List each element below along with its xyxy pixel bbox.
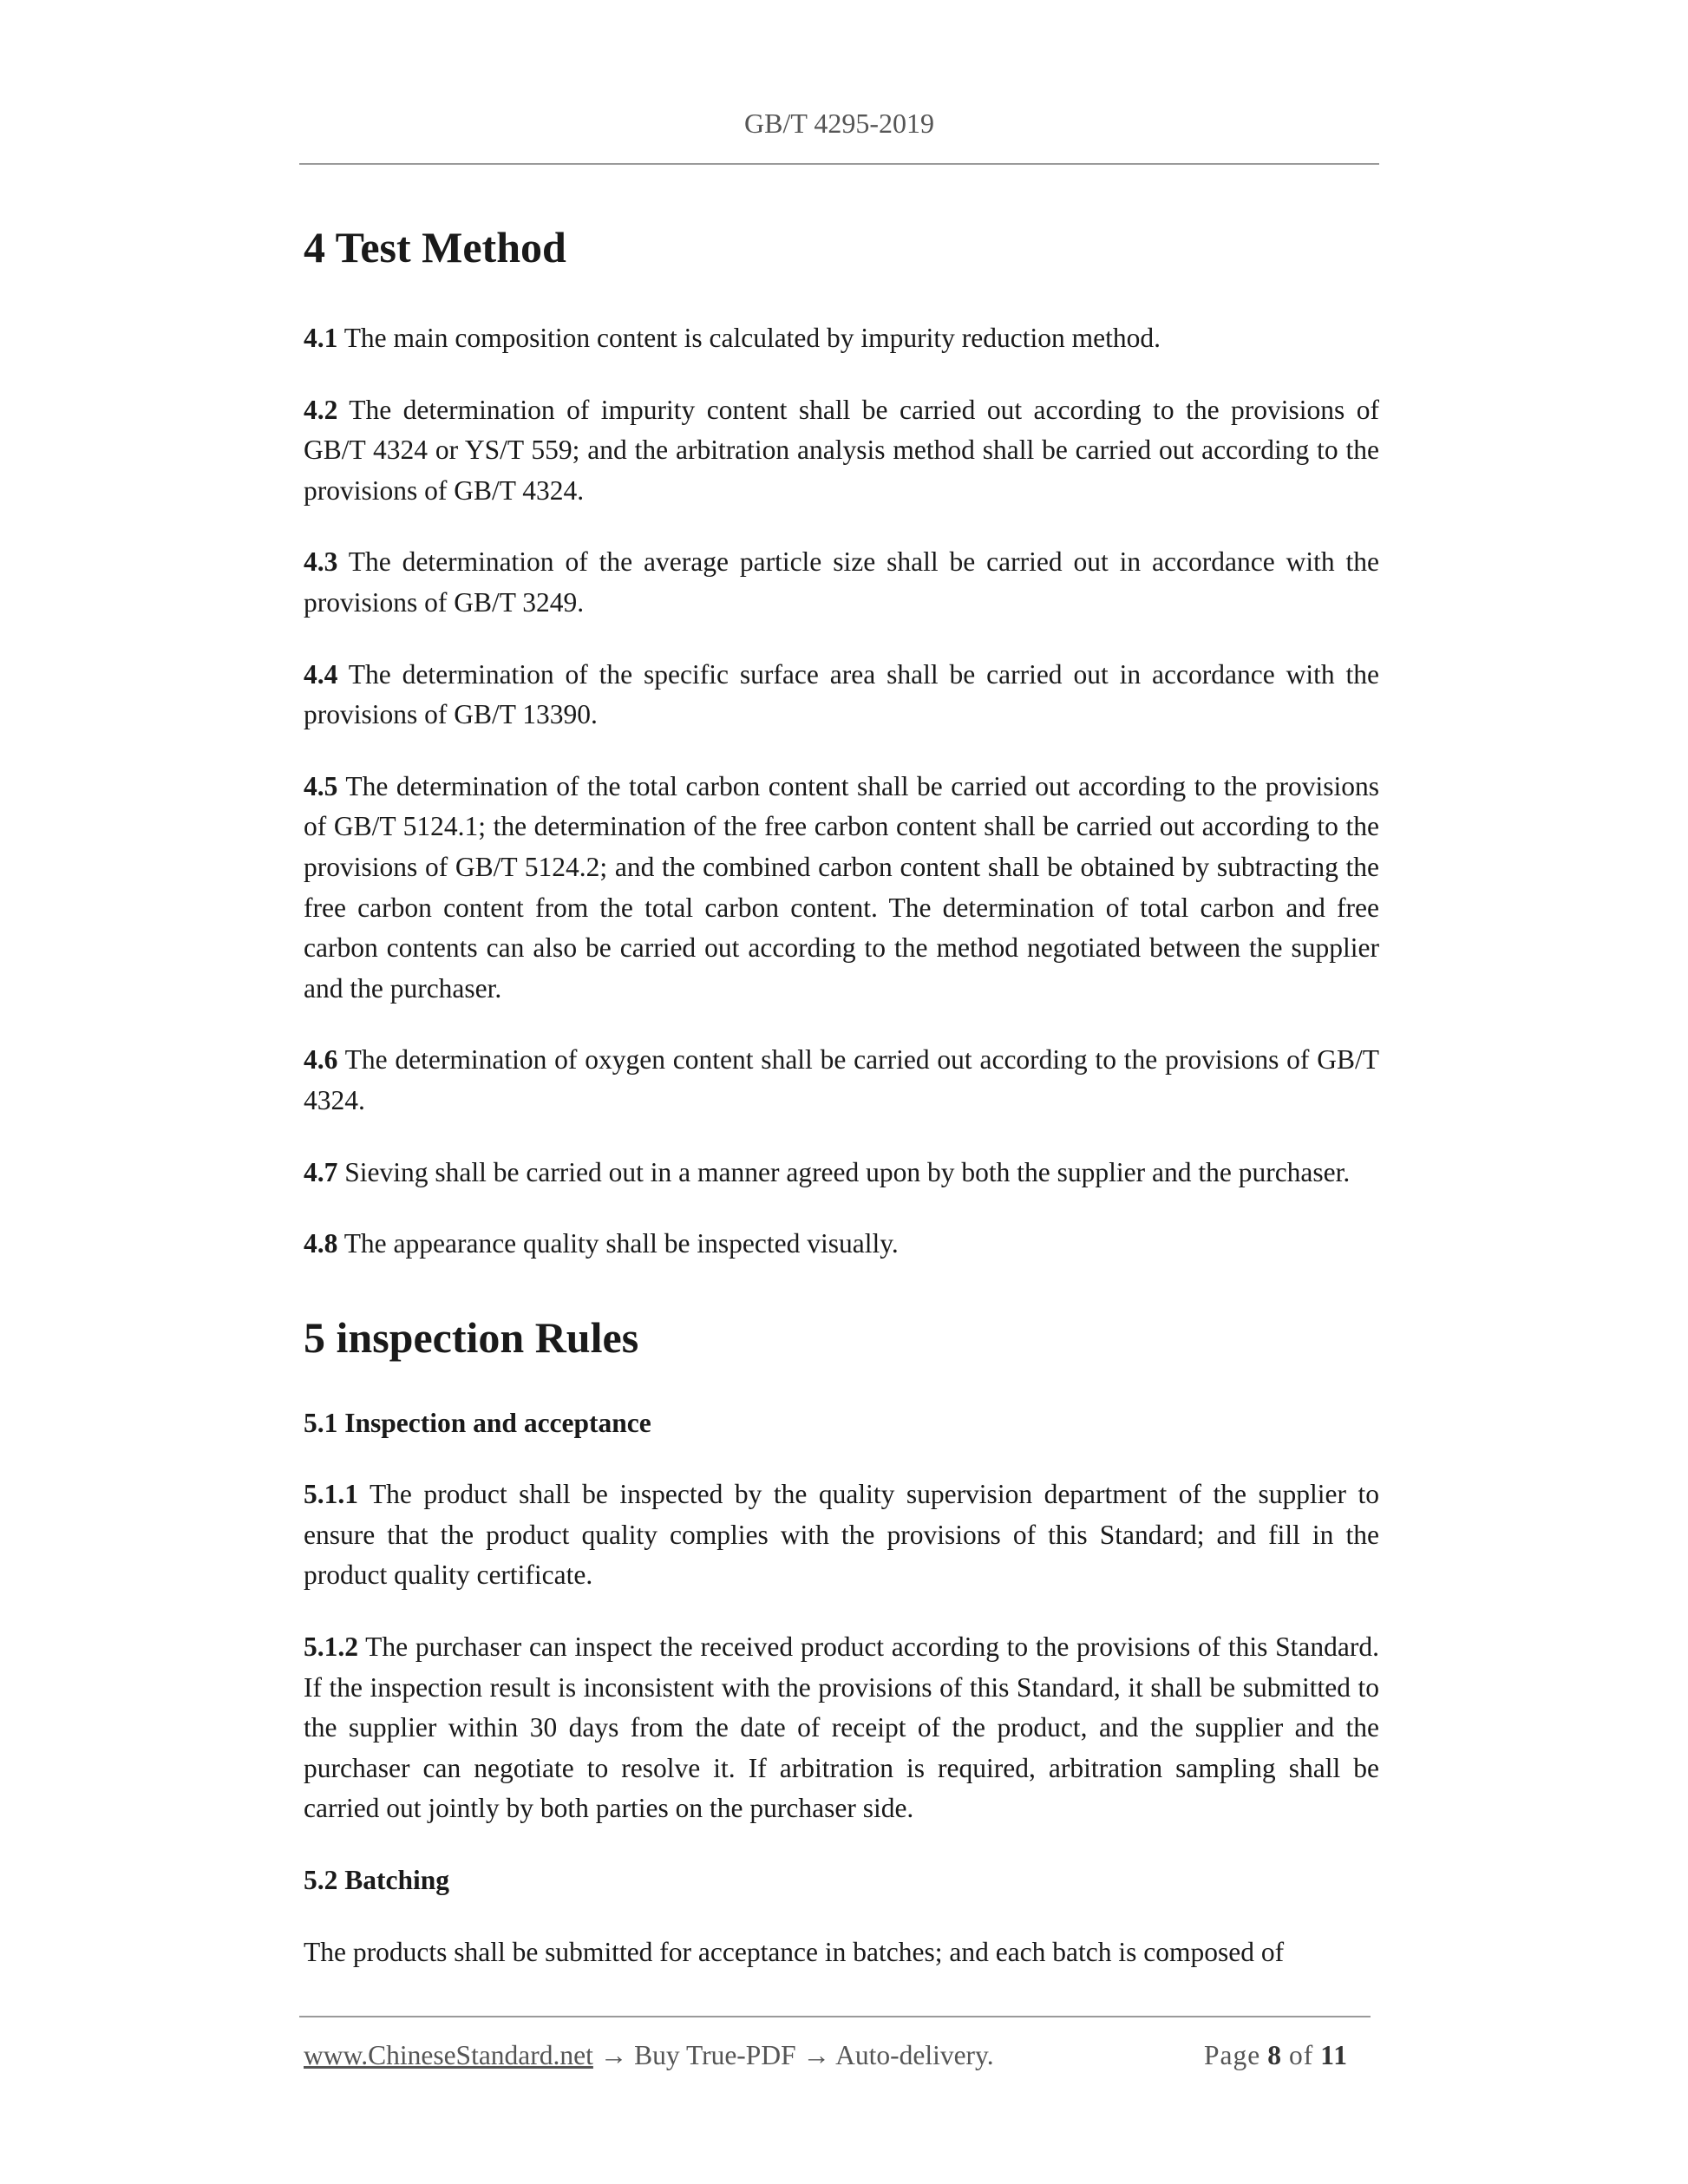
subsection-5-2-heading: 5.2 Batching — [304, 1865, 450, 1896]
section-4-heading: 4 Test Method — [304, 223, 566, 271]
clause-4-1 — [304, 318, 1379, 359]
clause-4-6 — [304, 1040, 1379, 1121]
clause-number: 5.1.1 — [304, 1479, 358, 1510]
clause-text: The product shall be inspected by the quality supervision department of the supplier to ensure that the product quality complies with the provisions of this Standard; and fill in the product quality certificate. — [304, 1479, 1379, 1591]
of-label: of — [1288, 2040, 1314, 2070]
total-pages: 11 — [1320, 2040, 1348, 2070]
clause-number: 4.4 — [304, 658, 338, 690]
page-indicator — [1204, 2040, 1355, 2071]
clause-4-7 — [304, 1153, 1379, 1193]
clause-text: The determination of the specific surface area shall be carried out in accordance with the provisions of GB/T 13390. — [304, 658, 1380, 730]
clause-4-3 — [304, 542, 1379, 623]
clause-number: 4.6 — [304, 1044, 338, 1076]
clause-text: The determination of the total carbon content shall be carried out according to the provisions of GB/T 5124.1; the determination of the free carbon content shall be carried out according to the provisions of GB/T 5124.2; and the combined carbon content shall be obtained by subtracting the free carbon content from the total carbon content. The determination of total carbon and free carbon contents can also be carried out according to the method negotiated between the supplier and the purchaser. — [304, 770, 1379, 1004]
footer-promo-text: → Buy True-PDF → Auto-delivery. — [592, 2040, 994, 2070]
clause-text: The appearance quality shall be inspected visually. — [343, 1228, 899, 1259]
footer-divider — [299, 2016, 1371, 2017]
clause-text: Sieving shall be carried out in a manner agreed upon by both the supplier and the purchaser. — [344, 1156, 1351, 1187]
clause-number: 4.3 — [304, 546, 338, 578]
current-page-number: 8 — [1267, 2040, 1282, 2070]
batching-paragraph: The products shall be submitted for acceptance in batches; and each batch is composed of — [304, 1936, 1285, 1967]
clause-number: 5.1.2 — [304, 1631, 358, 1663]
clause-5-1-1 — [304, 1475, 1379, 1596]
website-link[interactable]: www.ChineseStandard.net — [304, 2040, 593, 2070]
clause-4-8 — [304, 1224, 1379, 1265]
section-5-heading: 5 inspection Rules — [304, 1312, 639, 1362]
clause-text: The determination of impurity content shall be carried out according to the provisions of GB/T 4324 or YS/T 559; and the arbitration analysis method shall be carried out according to the provisions of GB/T 4324. — [304, 394, 1380, 506]
clause-number: 4.1 — [304, 323, 338, 353]
clause-number: 4.5 — [304, 770, 338, 801]
page-label: Page — [1204, 2040, 1261, 2070]
clause-text: The determination of oxygen content shall be carried out according to the provisions of GB/T 4324. — [304, 1044, 1379, 1115]
clause-text: The purchaser can inspect the received product according to the provisions of this Standard. If the inspection result is inconsistent with the provisions of this Standard, it shall be submitted to the supplier within 30 days from the date of receipt of the product, and the supplier and the purchaser can negotiate to resolve it. If arbitration is required, arbitration sampling shall be carried out jointly by both parties on the purchaser side. — [304, 1631, 1379, 1824]
clause-4-2 — [304, 390, 1379, 512]
clause-number: 4.7 — [304, 1156, 338, 1187]
clause-4-5 — [304, 767, 1379, 1010]
clause-5-1-2 — [304, 1627, 1379, 1829]
clause-text: The determination of the average particle size shall be carried out in accordance with the provisions of GB/T 3249. — [304, 546, 1380, 618]
clause-number: 4.2 — [304, 394, 338, 425]
clause-number: 4.8 — [304, 1228, 338, 1259]
clause-text: The main composition content is calculated by impurity reduction method. — [343, 323, 1161, 353]
clause-4-4 — [304, 655, 1379, 736]
document-header: GB/T 4295-2019 — [744, 108, 934, 139]
footer-promo — [304, 2040, 994, 2071]
header-divider — [299, 163, 1379, 165]
page-content — [304, 221, 1379, 2004]
subsection-5-1-heading: 5.1 Inspection and acceptance — [304, 1407, 651, 1438]
